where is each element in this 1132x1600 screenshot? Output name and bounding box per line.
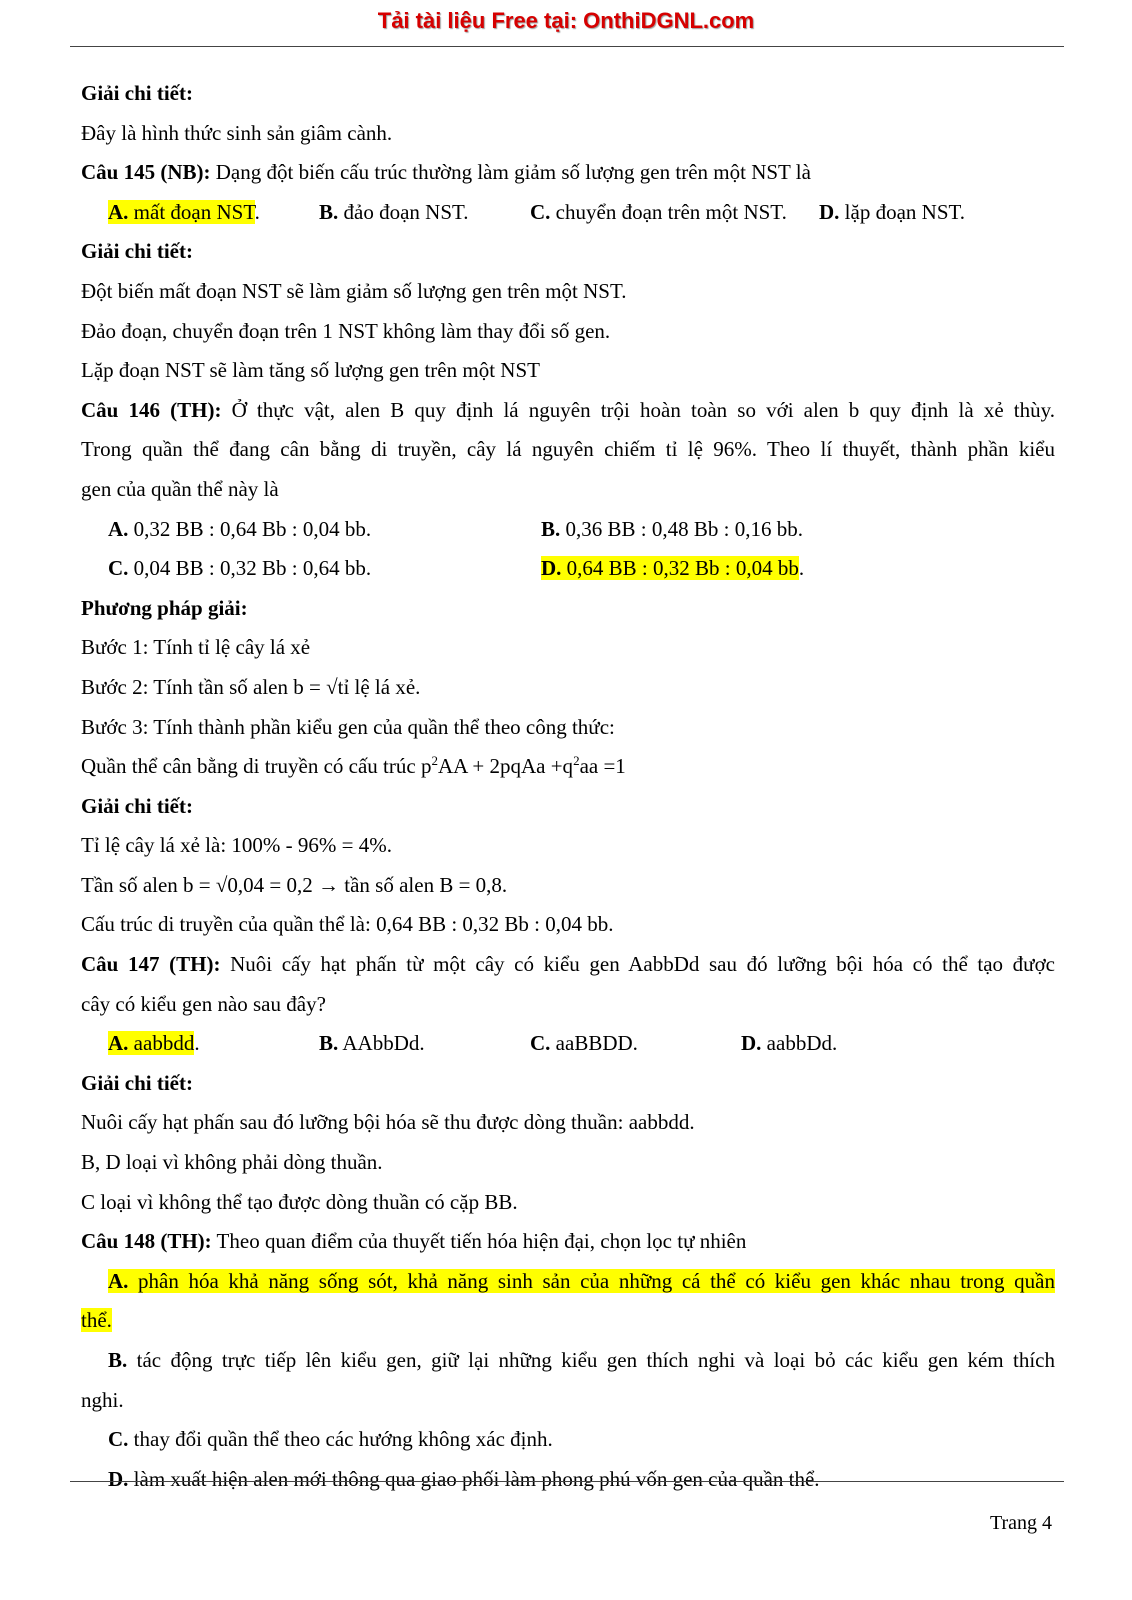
option-c: C. aaBBDD. xyxy=(530,1031,638,1056)
question-146 xyxy=(81,391,1055,431)
footer-rule xyxy=(70,1481,1064,1482)
question-148 xyxy=(81,1222,1055,1262)
solution-text: Nuôi cấy hạt phấn sau đó lưỡng bội hóa sẽ thu được dòng thuần: aabbdd. xyxy=(81,1110,695,1135)
method-step: Bước 2: Tính tần số alen b = √tỉ lệ lá xẻ. xyxy=(81,674,421,699)
method-heading: Phương pháp giải: xyxy=(81,595,248,620)
option-b-cont: nghi. xyxy=(81,1387,124,1412)
question-number: Câu 146 (TH): xyxy=(81,397,222,422)
option-c: C. thay đổi quần thể theo các hướng không xác định. xyxy=(108,1427,553,1452)
question-145 xyxy=(81,153,1055,193)
question-text: Dạng đột biến cấu trúc thường làm giảm số lượng gen trên một NST là xyxy=(210,160,811,185)
question-number: Câu 147 (TH): xyxy=(81,952,221,977)
header-rule xyxy=(70,46,1064,47)
question-number: Câu 145 (NB): xyxy=(81,160,211,185)
question-text: Trong quần thể đang cân bằng di truyền, cây lá nguyên chiếm tỉ lệ 96%. Theo lí thuyết, thành phần kiểu xyxy=(81,437,1055,462)
solution-heading: Giải chi tiết: xyxy=(81,81,193,105)
question-text: cây có kiểu gen nào sau đây? xyxy=(81,991,326,1016)
solution-text: Đây là hình thức sinh sản giâm cành. xyxy=(81,120,393,145)
option-d: D. aabbDd. xyxy=(741,1031,838,1056)
site-banner: Tải tài liệu Free tại: OnthiDGNL.com xyxy=(377,8,755,33)
solution-text: Cấu trúc di truyền của quần thể là: 0,64 BB : 0,32 Bb : 0,04 bb. xyxy=(81,912,614,937)
solution-text: Tần số alen b = √0,04 = 0,2 → tần số alen B = 0,8. xyxy=(81,872,508,897)
option-d: D. 0,64 BB : 0,32 Bb : 0,04 bb. xyxy=(541,556,805,581)
option-c: C. 0,04 BB : 0,32 Bb : 0,64 bb. xyxy=(108,556,372,581)
option-a: A. phân hóa khả năng sống sót, khả năng sinh sản của những cá thể có kiểu gen khác nhau trong quần xyxy=(108,1268,1055,1293)
options-145 xyxy=(81,193,1055,233)
options-147 xyxy=(81,1024,1055,1064)
question-147 xyxy=(81,945,1055,985)
solution-heading: Giải chi tiết: xyxy=(81,239,193,264)
question-text: Nuôi cấy hạt phấn từ một cây có kiểu gen AabbDd sau đó lưỡng bội hóa có thể tạo được xyxy=(220,952,1055,977)
option-d: D. làm xuất hiện alen mới thông qua giao phối làm phong phú vốn gen của quần thể. xyxy=(108,1466,820,1491)
option-d: D. lặp đoạn NST. xyxy=(819,199,966,224)
solution-text: B, D loại vì không phải dòng thuần. xyxy=(81,1150,383,1175)
option-a: A. aabbdd. xyxy=(108,1031,200,1056)
method-step: Bước 1: Tính tỉ lệ cây lá xẻ xyxy=(81,635,311,660)
option-b: B. tác động trực tiếp lên kiểu gen, giữ lại những kiểu gen thích nghi và loại bỏ các kiểu gen kém thích xyxy=(108,1348,1055,1372)
page-content xyxy=(81,74,1055,1499)
solution-heading: Giải chi tiết: xyxy=(81,1070,193,1095)
page-number: Trang 4 xyxy=(989,1512,1052,1534)
solution-text: Tỉ lệ cây lá xẻ là: 100% - 96% = 4%. xyxy=(81,833,392,858)
question-text: Theo quan điểm của thuyết tiến hóa hiện đại, chọn lọc tự nhiên xyxy=(211,1229,747,1254)
solution-text: Lặp đoạn NST sẽ làm tăng số lượng gen trên một NST xyxy=(81,358,540,383)
solution-text: Đột biến mất đoạn NST sẽ làm giảm số lượng gen trên một NST. xyxy=(81,278,627,303)
options-146-row1 xyxy=(81,510,1055,550)
solution-text: Đảo đoạn, chuyển đoạn trên 1 NST không làm thay đổi số gen. xyxy=(81,318,611,343)
option-b: B. 0,36 BB : 0,48 Bb : 0,16 bb. xyxy=(541,516,803,541)
option-b: B. đảo đoạn NST. xyxy=(319,199,469,224)
option-b: B. AAbbDd. xyxy=(319,1031,425,1056)
formula-line: Quần thể cân bằng di truyền có cấu trúc $p^2AA$ + 2pqAa $+q^2aa =1$ xyxy=(81,753,626,779)
question-number: Câu 148 (TH): xyxy=(81,1229,212,1254)
option-a: A. mất đoạn NST. xyxy=(108,199,260,224)
question-text: gen của quần thể này là xyxy=(81,476,279,501)
solution-text: C loại vì không thể tạo được dòng thuần có cặp BB. xyxy=(81,1189,518,1214)
option-c: C. chuyển đoạn trên một NST. xyxy=(530,199,787,224)
options-146-row2 xyxy=(81,549,1055,589)
option-a-cont: thể. xyxy=(81,1308,112,1333)
question-text: Ở thực vật, alen B quy định lá nguyên trội hoàn toàn so với alen b quy định là xẻ thùy. xyxy=(221,397,1055,422)
solution-heading: Giải chi tiết: xyxy=(81,793,193,818)
option-a: A. 0,32 BB : 0,64 Bb : 0,04 bb. xyxy=(108,516,372,541)
method-step: Bước 3: Tính thành phần kiểu gen của quần thể theo công thức: xyxy=(81,714,615,739)
